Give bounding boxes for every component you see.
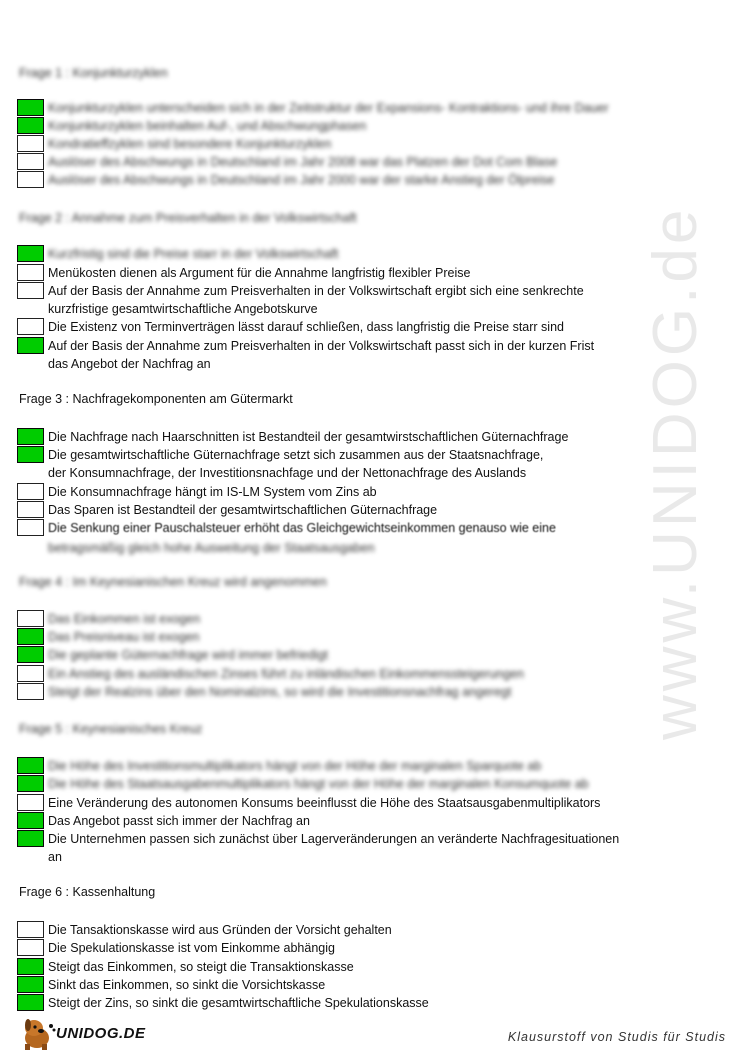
answer-continuation: der Konsumnachfrage, der Investitionsnachfage und der Nettonachfrage des Auslands bbox=[48, 466, 527, 480]
checkbox-checked bbox=[17, 830, 44, 847]
answer-text: Kondratieffzyklen sind besondere Konjunkturzyklen bbox=[48, 137, 332, 151]
answer-text: Die Existenz von Terminverträgen lässt darauf schließen, dass langfristig die Preise starr sind bbox=[48, 320, 564, 334]
checkbox-empty bbox=[17, 153, 44, 170]
checkbox-empty bbox=[17, 921, 44, 938]
answer-text: Die Höhe des Investitionsmultiplikators hängt von der Höhe der marginalen Sparquote ab bbox=[48, 759, 542, 773]
checkbox-checked bbox=[17, 99, 44, 116]
answer-text: Kurzfristig sind die Preise starr in der Volkswirtschaft bbox=[48, 247, 339, 261]
answer-text: Das Sparen ist Bestandteil der gesamtwirtschaftlichen Güternachfrage bbox=[48, 503, 438, 517]
checkbox-empty bbox=[17, 665, 44, 682]
checkbox-empty bbox=[17, 683, 44, 700]
answer-text: Das Preisniveau ist exogen bbox=[48, 630, 200, 644]
checkbox-empty bbox=[17, 135, 44, 152]
answer-text: Die Nachfrage nach Haarschnitten ist Bestandteil der gesamtwirstschaftlichen Güternachfrage bbox=[48, 430, 569, 444]
logo-text: UNIDOG.DE bbox=[56, 1025, 146, 1042]
checkbox-empty bbox=[17, 282, 44, 299]
checkbox-checked bbox=[17, 812, 44, 829]
footer-tagline: Klausurstoff von Studis für Studis bbox=[507, 1030, 726, 1044]
answer-text: Die geplante Güternachfrage wird immer befriedigt bbox=[48, 648, 328, 662]
unidog-logo bbox=[20, 1016, 170, 1052]
checkbox-checked bbox=[17, 775, 44, 792]
checkbox-empty bbox=[17, 264, 44, 281]
answer-text: Steigt der Zins, so sinkt die gesamtwirtschaftliche Spekulationskasse bbox=[48, 996, 429, 1010]
answer-text: Konjunkturzyklen unterscheiden sich in der Zeitstruktur der Expansions- Kontraktions- und ihre Dauer bbox=[48, 101, 609, 115]
answer-text: Eine Veränderung des autonomen Konsums beeinflusst die Höhe des Staatsausgabenmultiplikators bbox=[48, 796, 601, 810]
answer-text: Die gesamtwirtschaftliche Güternachfrage setzt sich zusammen aus der Staatsnachfrage, bbox=[48, 448, 544, 462]
answer-text: Die Senkung einer Pauschalsteuer erhöht das Gleichgewichtseinkommen genauso wie eine bbox=[48, 521, 556, 535]
answer-text: Auslöser des Abschwungs in Deutschland im Jahr 2000 war der starke Anstieg der Ölpreise bbox=[48, 173, 555, 187]
checkbox-checked bbox=[17, 976, 44, 993]
checkbox-checked bbox=[17, 337, 44, 354]
answer-continuation: das Angebot der Nachfrag an bbox=[48, 357, 211, 371]
question-2-title: Frage 2 : Annahme zum Preisverhalten in der Volkswirtschaft bbox=[19, 211, 357, 225]
checkbox-checked bbox=[17, 757, 44, 774]
checkbox-empty bbox=[17, 610, 44, 627]
answer-text: Die Unternehmen passen sich zunächst über Lagerveränderungen an veränderte Nachfragesituationen bbox=[48, 832, 620, 846]
answer-continuation: kurzfristige gesamtwirtschaftliche Angebotskurve bbox=[48, 302, 318, 316]
checkbox-empty bbox=[17, 939, 44, 956]
answer-text: Die Höhe des Staatsausgabenmultiplikators hängt von der Höhe der marginalen Konsumquote ab bbox=[48, 777, 589, 791]
checkbox-checked bbox=[17, 446, 44, 463]
checkbox-empty bbox=[17, 171, 44, 188]
checkbox-checked bbox=[17, 628, 44, 645]
checkbox-empty bbox=[17, 794, 44, 811]
checkbox-checked bbox=[17, 117, 44, 134]
checkbox-empty bbox=[17, 483, 44, 500]
checkbox-checked bbox=[17, 245, 44, 262]
checkbox-checked bbox=[17, 428, 44, 445]
dog-icon bbox=[20, 1016, 58, 1052]
checkbox-empty bbox=[17, 519, 44, 536]
checkbox-checked bbox=[17, 646, 44, 663]
question-5-title: Frage 5 : Keynesianisches Kreuz bbox=[19, 722, 203, 736]
answer-text: Auf der Basis der Annahme zum Preisverhalten in der Volkswirtschaft passt sich in der kurzen Frist bbox=[48, 339, 595, 353]
question-6-title: Frage 6 : Kassenhaltung bbox=[19, 885, 156, 899]
question-3-title: Frage 3 : Nachfragekomponenten am Gütermarkt bbox=[19, 392, 293, 406]
question-1-title: Frage 1 : Konjunkturzyklen bbox=[19, 66, 168, 80]
answer-text: Die Konsumnachfrage hängt im IS-LM System vom Zins ab bbox=[48, 485, 377, 499]
answer-text: Die Spekulationskasse ist vom Einkomme abhängig bbox=[48, 941, 335, 955]
answer-text: Das Einkommen ist exogen bbox=[48, 612, 201, 626]
answer-text: Steigt der Realzins über den Nominalzins, so wird die Investitionsnachfrag angeregt bbox=[48, 685, 512, 699]
checkbox-checked bbox=[17, 994, 44, 1011]
answer-text: Steigt das Einkommen, so steigt die Transaktionskasse bbox=[48, 960, 354, 974]
answer-text: Sinkt das Einkommen, so sinkt die Vorsichtskasse bbox=[48, 978, 326, 992]
answer-text: Konjunkturzyklen beinhalten Auf-, und Abschwungphasen bbox=[48, 119, 367, 133]
answer-text: Auf der Basis der Annahme zum Preisverhalten in der Volkswirtschaft ergibt sich eine senkrechte bbox=[48, 284, 584, 298]
question-4-title: Frage 4 : Im Keynesianischen Kreuz wird angenommen bbox=[19, 575, 327, 589]
checkbox-empty bbox=[17, 501, 44, 518]
answer-text: Menükosten dienen als Argument für die Annahme langfristig flexibler Preise bbox=[48, 266, 471, 280]
watermark: www.UNIDOG.de bbox=[641, 205, 710, 740]
answer-text: Das Angebot passt sich immer der Nachfrag an bbox=[48, 814, 310, 828]
checkbox-checked bbox=[17, 958, 44, 975]
answer-text: Die Tansaktionskasse wird aus Gründen der Vorsicht gehalten bbox=[48, 923, 392, 937]
answer-text: Ein Anstieg des ausländischen Zinses führt zu inländischen Einkommenssteigerungen bbox=[48, 667, 524, 681]
answer-text: Auslöser des Abschwungs in Deutschland im Jahr 2008 war das Platzen der Dot Com Blase bbox=[48, 155, 558, 169]
checkbox-empty bbox=[17, 318, 44, 335]
answer-continuation: betragsmäßig gleich hohe Ausweitung der Staatsausgaben bbox=[48, 541, 375, 555]
answer-continuation: an bbox=[48, 850, 62, 864]
